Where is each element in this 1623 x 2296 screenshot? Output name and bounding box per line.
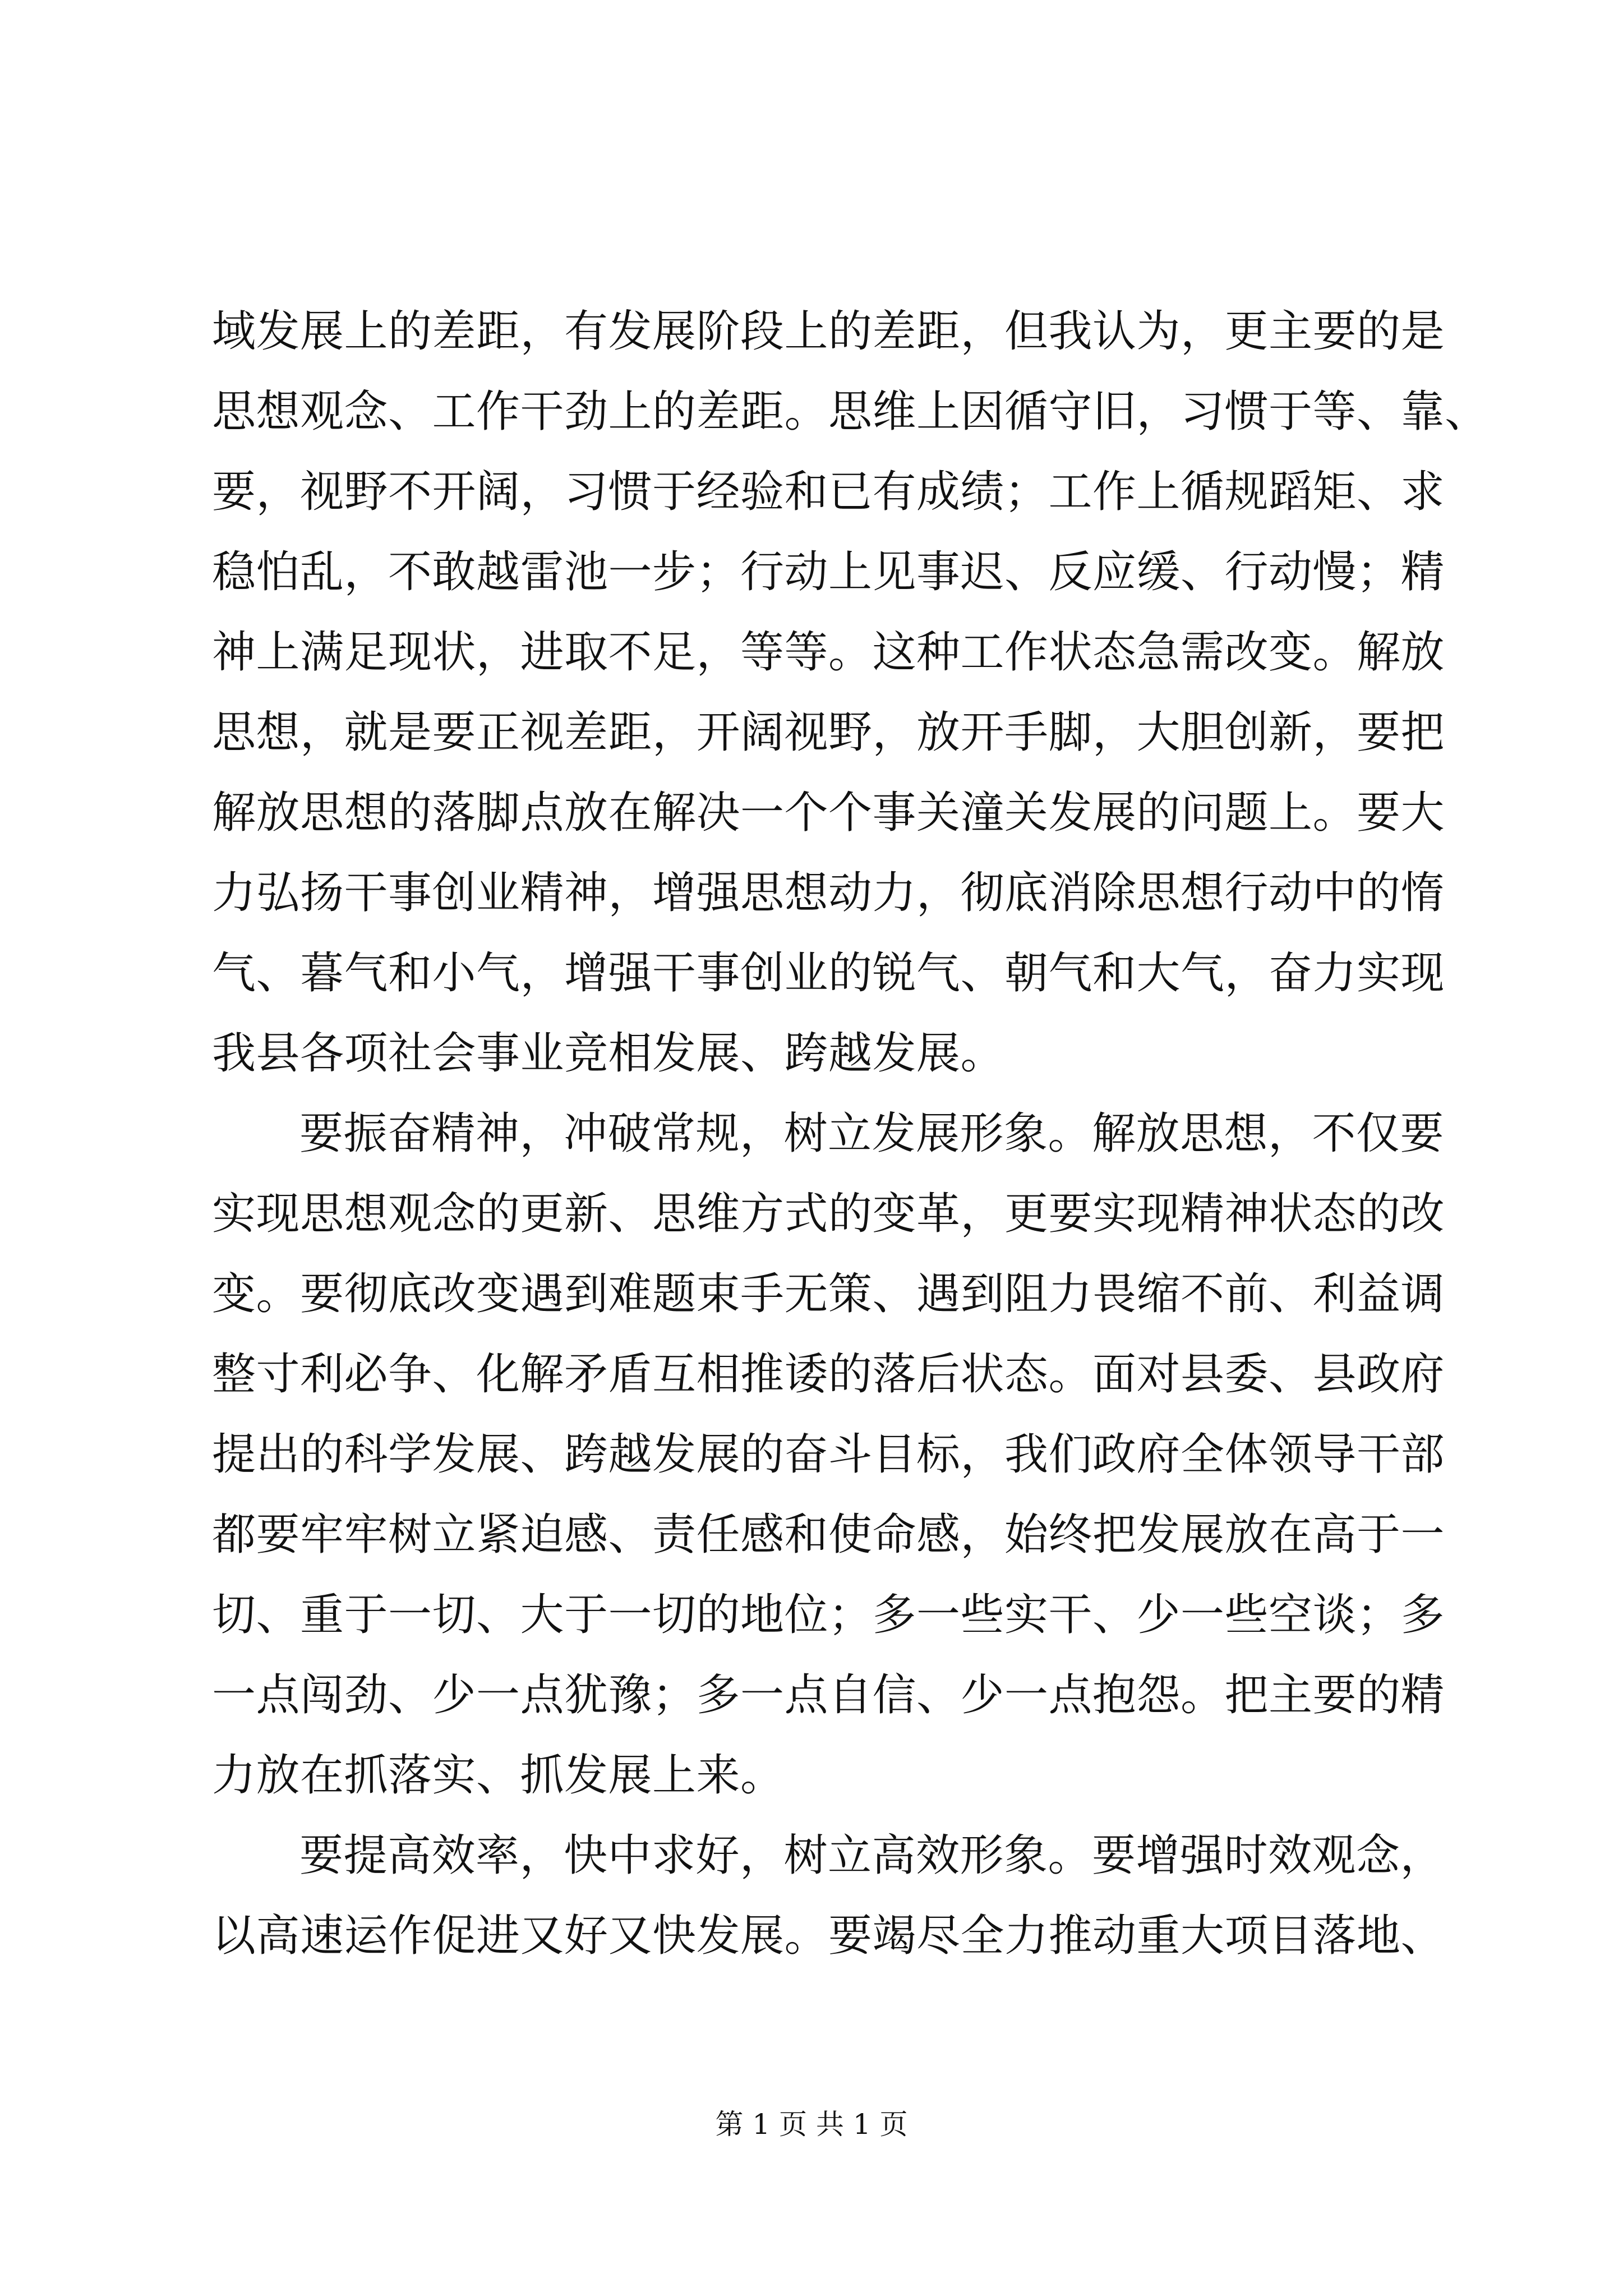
text-line: 域发展上的差距，有发展阶段上的差距，但我认为，更主要的是 xyxy=(212,306,1445,357)
text-line: 切、重于一切、大于一切的地位；多一些实干、少一些空谈；多 xyxy=(212,1590,1445,1640)
text-line: 稳怕乱，不敢越雷池一步；行动上见事迟、反应缓、行动慢；精 xyxy=(212,547,1445,597)
text-line: 实现思想观念的更新、思维方式的变革，更要实现精神状态的改 xyxy=(212,1189,1445,1239)
text-line: 力放在抓落实、抓发展上来。 xyxy=(212,1750,785,1801)
text-line: 以高速运作促进又好又快发展。要竭尽全力推动重大项目落地、 xyxy=(212,1911,1445,1961)
text-line: 提出的科学发展、跨越发展的奋斗目标，我们政府全体领导干部 xyxy=(212,1429,1445,1480)
text-line: 要振奋精神，冲破常规，树立发展形象。解放思想，不仅要 xyxy=(299,1108,1445,1159)
text-line: 都要牢牢树立紧迫感、责任感和使命感，始终把发展放在高于一 xyxy=(212,1510,1445,1560)
text-line: 力弘扬干事创业精神，增强思想动力，彻底消除思想行动中的惰 xyxy=(212,868,1445,918)
text-line: 思想观念、工作干劲上的差距。思维上因循守旧，习惯于等、靠、 xyxy=(212,386,1489,437)
page-number-footer: 第 1 页 共 1 页 xyxy=(715,2108,908,2141)
text-line: 一点闯劲、少一点犹豫；多一点自信、少一点抱怨。把主要的精 xyxy=(212,1670,1445,1720)
document-body xyxy=(212,292,1489,1976)
text-line: 神上满足现状，进取不足，等等。这种工作状态急需改变。解放 xyxy=(212,627,1445,678)
text-line: 气、暮气和小气，增强干事创业的锐气、朝气和大气，奋力实现 xyxy=(212,948,1445,999)
text-line: 变。要彻底改变遇到难题束手无策、遇到阻力畏缩不前、利益调 xyxy=(212,1269,1445,1319)
text-line: 要，视野不开阔，习惯于经验和已有成绩；工作上循规蹈矩、求 xyxy=(212,467,1445,517)
text-line: 我县各项社会事业竞相发展、跨越发展。 xyxy=(212,1028,1005,1079)
text-line: 解放思想的落脚点放在解决一个个事关潼关发展的问题上。要大 xyxy=(212,788,1445,838)
text-line: 整寸利必争、化解矛盾互相推诿的落后状态。面对县委、县政府 xyxy=(212,1349,1445,1400)
text-line: 思想，就是要正视差距，开阔视野，放开手脚，大胆创新，要把 xyxy=(212,707,1445,758)
text-line: 要提高效率，快中求好，树立高效形象。要增强时效观念， xyxy=(299,1830,1445,1881)
